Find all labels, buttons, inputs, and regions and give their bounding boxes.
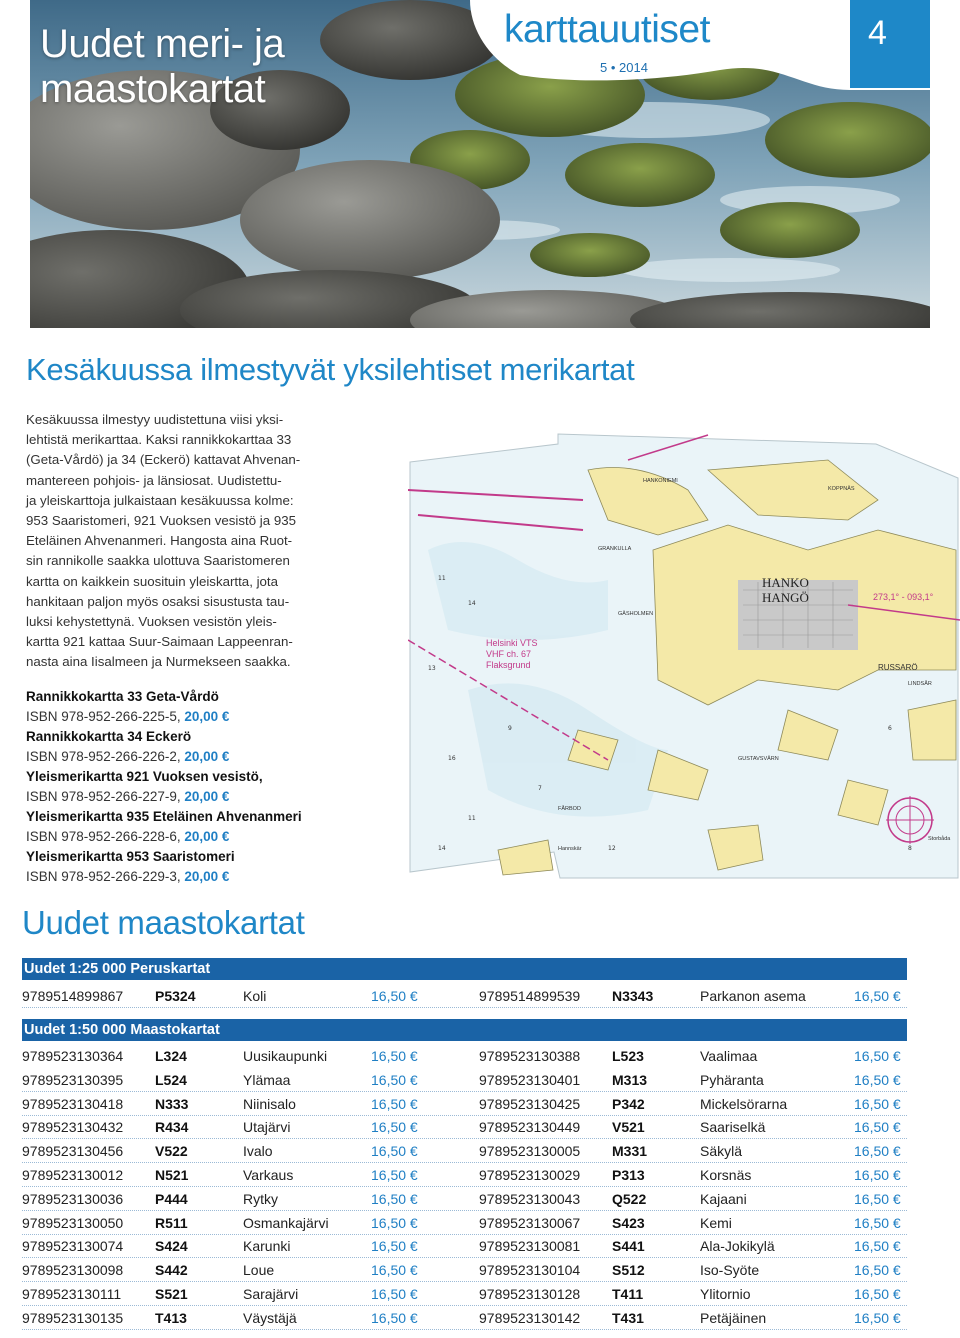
cell-code: S423	[612, 1214, 645, 1231]
product-price: 20,00 €	[184, 789, 230, 804]
cell-code: T431	[612, 1309, 644, 1326]
table-row	[479, 1259, 907, 1281]
product-isbn-line	[26, 707, 326, 727]
table-row	[22, 1045, 450, 1067]
cell-place: Ylitornio	[700, 1286, 751, 1302]
cell-code: R511	[155, 1214, 188, 1231]
cell-price: 16,50 €	[371, 1238, 418, 1255]
row-separator	[22, 1007, 907, 1008]
cell-code: P5324	[155, 988, 196, 1004]
cell-code: S512	[612, 1262, 645, 1279]
cell-place: Ala-Jokikylä	[700, 1238, 775, 1255]
intro-line: Eteläinen Ahvenanmeri. Hangosta aina Ruot-	[26, 533, 293, 549]
table-row	[22, 1140, 450, 1162]
cell-isbn: 9789514899867	[22, 988, 124, 1004]
cell-place: Kajaani	[700, 1190, 747, 1207]
map-label-vts3: Flaksgrund	[486, 660, 531, 670]
svg-text:8: 8	[908, 845, 912, 852]
svg-text:6: 6	[888, 725, 892, 732]
cell-place: Sarajärvi	[243, 1286, 299, 1302]
intro-line: hankitaan paljon myös osaksi sisustusta tau-	[26, 593, 290, 609]
table-row	[479, 1093, 907, 1115]
product-isbn: ISBN 978-952-266-229-3,	[26, 869, 185, 884]
cell-isbn: 9789523130036	[22, 1190, 124, 1207]
sea-charts-heading: Kesäkuussa ilmestyvät yksilehtiset merikartat	[26, 352, 635, 387]
cell-place: Säkylä	[700, 1143, 743, 1160]
cell-place: Ivalo	[243, 1143, 273, 1160]
cell-code: P444	[155, 1190, 188, 1207]
cell-place: Osmankajärvi	[243, 1214, 329, 1231]
cell-price: 16,50 €	[371, 1214, 418, 1231]
table-row	[22, 1116, 450, 1138]
cell-code: V521	[612, 1119, 645, 1136]
cell-code: L324	[155, 1048, 187, 1064]
group-1-header: Uudet 1:25 000 Peruskartat	[22, 958, 907, 980]
map-island-label: HANKONIEMI	[643, 478, 678, 484]
cell-price: 16,50 €	[854, 1286, 901, 1302]
svg-text:12: 12	[608, 845, 616, 852]
page-number: 4	[868, 14, 887, 52]
cell-place: Kemi	[700, 1214, 732, 1231]
svg-text:14: 14	[438, 845, 446, 852]
cell-isbn: 9789523130012	[22, 1167, 124, 1183]
table-row	[479, 1164, 907, 1186]
map-label-vts1: Helsinki VTS	[486, 638, 538, 648]
cell-code: T411	[612, 1286, 644, 1302]
svg-text:14: 14	[468, 600, 476, 607]
cell-price: 16,50 €	[854, 1190, 901, 1207]
map-island-label: GRANKULLA	[598, 546, 632, 552]
cell-price: 16,50 €	[371, 1095, 418, 1112]
cell-place: Pyhäranta	[700, 1071, 764, 1088]
map-label-hanko: HANKO	[762, 575, 809, 590]
cell-price: 16,50 €	[371, 1262, 418, 1279]
cell-code: S521	[155, 1286, 188, 1302]
cell-isbn: 9789523130050	[22, 1214, 124, 1231]
intro-line: (Geta-Vårdö) ja 34 (Eckerö) kattavat Ahvenan-	[26, 452, 301, 468]
cell-place: Ylämaa	[243, 1071, 291, 1088]
page-title	[40, 22, 284, 112]
cell-price: 16,50 €	[371, 1190, 418, 1207]
map-island-label: KOPPNÄS	[828, 486, 855, 492]
cell-place: Korsnäs	[700, 1167, 752, 1183]
cell-code: P342	[612, 1095, 645, 1112]
map-label-bearing: 273,1° - 093,1°	[873, 592, 934, 602]
cell-place: Varkaus	[243, 1167, 294, 1183]
cell-place: Loue	[243, 1262, 275, 1279]
product-isbn: ISBN 978-952-266-226-2,	[26, 749, 185, 764]
map-island-label: GUSTAVSVÄRN	[738, 756, 779, 762]
table-row	[479, 1045, 907, 1067]
product-price: 20,00 €	[184, 829, 230, 844]
cell-isbn: 9789523130135	[22, 1309, 124, 1326]
cell-place: Saariselkä	[700, 1119, 766, 1136]
cell-code: S424	[155, 1238, 188, 1255]
table-row	[22, 985, 450, 1007]
cell-isbn: 9789523130395	[22, 1071, 124, 1088]
table-row	[22, 1212, 450, 1234]
cell-isbn: 9789523130364	[22, 1048, 124, 1064]
cell-isbn: 9789523130388	[479, 1048, 581, 1064]
table-row	[22, 1283, 450, 1305]
intro-line: sin rannikolle saakka ulottuva Saaristomeren	[26, 553, 290, 569]
table-row	[22, 1307, 450, 1329]
cell-code: M313	[612, 1071, 648, 1088]
cell-price: 16,50 €	[371, 1071, 418, 1088]
product-isbn: ISBN 978-952-266-228-6,	[26, 829, 185, 844]
cell-place: Rytky	[243, 1190, 278, 1207]
table-row	[479, 1069, 907, 1091]
table-row	[479, 1116, 907, 1138]
svg-text:11: 11	[468, 815, 476, 822]
cell-place: Parkanon asema	[700, 988, 806, 1004]
cell-place: Uusikaupunki	[243, 1048, 328, 1064]
table-row	[479, 1307, 907, 1329]
cell-code: N521	[155, 1167, 189, 1183]
svg-text:9: 9	[508, 725, 512, 732]
intro-line: 953 Saaristomeri, 921 Vuoksen vesistö ja 935	[26, 513, 297, 529]
svg-text:13: 13	[428, 665, 436, 672]
cell-isbn: 9789523130401	[479, 1071, 581, 1088]
table-row	[479, 1188, 907, 1210]
cell-place: Iso-Syöte	[700, 1262, 760, 1279]
intro-line: Kesäkuussa ilmestyy uudistettuna viisi yksi-	[26, 412, 284, 427]
cell-isbn: 9789523130128	[479, 1286, 581, 1302]
cell-place: Mickelsörarna	[700, 1095, 788, 1112]
cell-code: S441	[612, 1238, 645, 1255]
cell-code: N333	[155, 1095, 189, 1112]
map-island-label: Hannskär	[558, 846, 582, 852]
cell-isbn: 9789523130418	[22, 1095, 124, 1112]
map-label-light: RUSSARÖ	[878, 663, 918, 672]
cell-price: 16,50 €	[854, 1309, 901, 1326]
product-isbn: ISBN 978-952-266-225-5,	[26, 709, 185, 724]
cell-price: 16,50 €	[371, 988, 418, 1004]
cell-price: 16,50 €	[854, 1048, 901, 1064]
table-row	[479, 1283, 907, 1305]
table-row	[479, 985, 907, 1007]
cell-place: Väystäjä	[243, 1309, 297, 1326]
brand-name: karttauutiset	[504, 8, 710, 51]
cell-place: Utajärvi	[243, 1119, 291, 1136]
intro-line: kartta on kaikkein suosituin yleiskartta, jota	[26, 573, 279, 589]
cell-code: V522	[155, 1143, 188, 1160]
table-row	[22, 1235, 450, 1257]
product-isbn-line	[26, 867, 326, 887]
cell-price: 16,50 €	[854, 1071, 901, 1088]
cell-code: T413	[155, 1309, 187, 1326]
cell-isbn: 9789523130432	[22, 1119, 124, 1136]
map-island-label: FÅRBOD	[558, 806, 581, 812]
page-title-line1: Uudet meri- ja	[40, 22, 285, 66]
group-2-header: Uudet 1:50 000 Maastokartat	[22, 1019, 907, 1041]
cell-code: S442	[155, 1262, 188, 1279]
product-list	[26, 687, 326, 887]
intro-line: nasta aina Iisalmeen ja Nurmekseen saakka.	[26, 654, 291, 670]
cell-code: M331	[612, 1143, 648, 1160]
cell-price: 16,50 €	[371, 1309, 418, 1326]
cell-isbn: 9789523130104	[479, 1262, 581, 1279]
svg-text:7: 7	[538, 785, 542, 792]
table-row	[22, 1164, 450, 1186]
cell-place: Petäjäinen	[700, 1309, 767, 1326]
table-row	[479, 1212, 907, 1234]
cell-isbn: 9789523130081	[479, 1238, 581, 1255]
cell-price: 16,50 €	[854, 1143, 901, 1160]
cell-code: L524	[155, 1071, 187, 1088]
product-price: 20,00 €	[184, 869, 230, 884]
product-name: Yleismerikartta 953 Saaristomeri	[26, 849, 235, 864]
cell-isbn: 9789523130098	[22, 1262, 124, 1279]
svg-text:16: 16	[448, 755, 456, 762]
cell-price: 16,50 €	[854, 988, 901, 1004]
page-title-line2: maastokartat	[40, 67, 266, 111]
intro-line: kartta 921 kattaa Suur-Saimaan Lappeenran-	[26, 634, 293, 650]
nautical-chart-image	[408, 430, 960, 882]
product-price: 20,00 €	[184, 749, 230, 764]
cell-isbn: 9789523130449	[479, 1119, 581, 1136]
cell-price: 16,50 €	[371, 1119, 418, 1136]
cell-price: 16,50 €	[854, 1119, 901, 1136]
cell-price: 16,50 €	[371, 1048, 418, 1064]
table-row	[22, 1069, 450, 1091]
intro-line: luksi kehystettynä. Vuoksen vesistön yleis-	[26, 614, 277, 630]
cell-place: Niinisalo	[243, 1095, 296, 1112]
cell-isbn: 9789523130067	[479, 1214, 581, 1231]
cell-code: R434	[155, 1119, 189, 1136]
product-isbn-line	[26, 787, 326, 807]
product-name: Rannikkokartta 34 Eckerö	[26, 729, 192, 744]
product-name: Rannikkokartta 33 Geta-Vårdö	[26, 689, 219, 704]
table-row	[22, 1093, 450, 1115]
cell-isbn: 9789523130425	[479, 1095, 581, 1112]
cell-price: 16,50 €	[854, 1214, 901, 1231]
map-island-label: Storbåda	[928, 836, 951, 842]
map-island-label: LINDSÅR	[908, 681, 932, 687]
cell-isbn: 9789523130074	[22, 1238, 124, 1255]
intro-line: ja yleiskarttoja julkaistaan kesäkuussa kolme:	[26, 492, 294, 508]
cell-place: Karunki	[243, 1238, 291, 1255]
cell-code: Q522	[612, 1190, 647, 1207]
table-row	[479, 1235, 907, 1257]
table-row	[22, 1259, 450, 1281]
table-row	[479, 1140, 907, 1162]
cell-price: 16,50 €	[854, 1262, 901, 1279]
cell-isbn: 9789523130005	[479, 1143, 581, 1160]
intro-text	[26, 410, 326, 673]
cell-isbn: 9789523130456	[22, 1143, 124, 1160]
topo-maps-heading: Uudet maastokartat	[22, 904, 305, 941]
map-label-hango: HANGÖ	[762, 590, 809, 605]
product-name: Yleismerikartta 921 Vuoksen vesistö,	[26, 769, 263, 784]
row-separator	[22, 1329, 907, 1330]
cell-price: 16,50 €	[854, 1238, 901, 1255]
cell-price: 16,50 €	[371, 1143, 418, 1160]
cell-place: Koli	[243, 988, 267, 1004]
cell-code: L523	[612, 1048, 644, 1064]
cell-isbn: 9789523130142	[479, 1309, 581, 1326]
cell-price: 16,50 €	[371, 1286, 418, 1302]
cell-price: 16,50 €	[854, 1095, 901, 1112]
cell-isbn: 9789514899539	[479, 988, 581, 1004]
intro-line: lehtistä merikarttaa. Kaksi rannikkokarttaa 33	[26, 432, 292, 448]
product-name: Yleismerikartta 935 Eteläinen Ahvenanmeri	[26, 809, 302, 824]
map-label-vts2: VHF ch. 67	[486, 649, 532, 659]
cell-price: 16,50 €	[854, 1167, 901, 1183]
cell-price: 16,50 €	[371, 1167, 418, 1183]
product-isbn-line	[26, 747, 326, 767]
product-isbn-line	[26, 827, 326, 847]
issue-number: 5 • 2014	[600, 60, 648, 75]
cell-isbn: 9789523130029	[479, 1167, 581, 1183]
product-price: 20,00 €	[184, 709, 230, 724]
svg-text:11: 11	[438, 575, 446, 582]
cell-isbn: 9789523130111	[22, 1286, 122, 1302]
cell-code: N3343	[612, 988, 654, 1004]
table-row	[22, 1188, 450, 1210]
intro-line: mantereen pohjois- ja länsiosat. Uudistettu-	[26, 472, 282, 488]
map-island-label: GÄSHOLMEN	[618, 611, 654, 617]
cell-code: P313	[612, 1167, 645, 1183]
product-isbn: ISBN 978-952-266-227-9,	[26, 789, 185, 804]
cell-isbn: 9789523130043	[479, 1190, 581, 1207]
cell-place: Vaalimaa	[700, 1048, 758, 1064]
